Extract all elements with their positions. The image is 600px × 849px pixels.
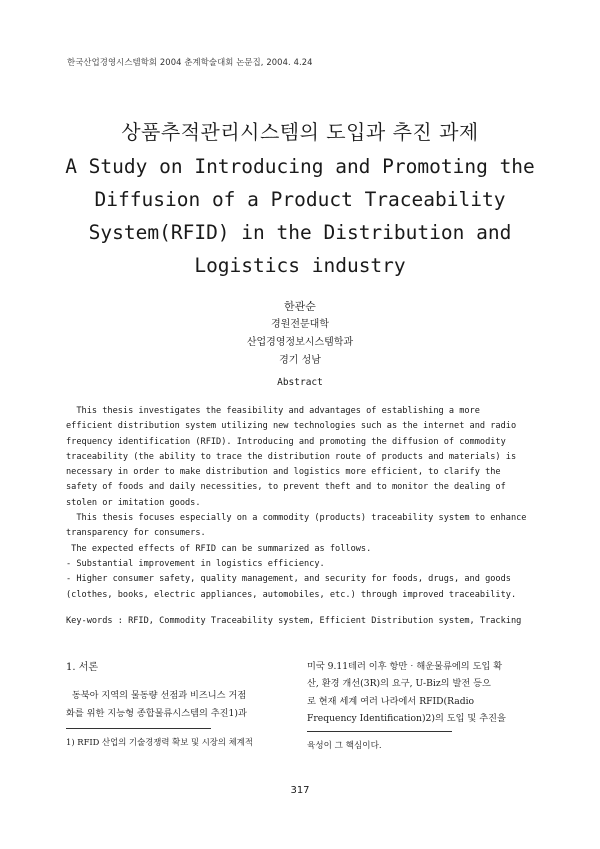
english-title [40, 150, 560, 282]
author-affiliation: 경원전문대학 [271, 319, 329, 330]
abstract-line: This thesis focuses especially on a commodity (products) traceability system to enhance [66, 513, 527, 524]
abstract-line: The expected effects of RFID can be summarized as follows. [66, 543, 372, 554]
english-title-line: Logistics industry [194, 254, 406, 277]
title-block [40, 118, 560, 282]
abstract-line: efficient distribution system utilizing new technologies such as the internet and radio [66, 421, 517, 432]
body-line: Frequency Identification)2)의 도입 및 추진을 [307, 712, 506, 724]
author-block [0, 297, 600, 370]
abstract-body [66, 404, 546, 603]
body-line: 동북아 지역의 물동량 선점과 비즈니스 거점 [66, 690, 247, 701]
body-line: 로 현재 세계 여러 나라에서 RFID(Radio [307, 695, 475, 707]
english-title-line: A Study on Introducing and Promoting the [65, 155, 535, 178]
abstract-line: (clothes, books, electric appliances, automobiles, etc.) through improved traceability. [66, 589, 517, 600]
footnote-divider [307, 731, 452, 732]
abstract-line: stolen or imitation goods. [66, 497, 201, 508]
body-right-column [307, 658, 533, 755]
journal-header: 한국산업경영시스템학회 2004 춘계학술대회 논문집, 2004. 4.24 [67, 57, 313, 67]
body-paragraph [66, 687, 292, 722]
author-name: 한관순 [284, 300, 316, 313]
abstract-line: frequency identification (RFID). Introducing and promoting the diffusion of commodity [66, 436, 506, 447]
english-title-line: System(RFID) in the Distribution and [88, 221, 512, 244]
abstract-line: traceability (the ability to trace the distribution route of products and materials) is [66, 451, 517, 462]
body-line: 화를 위한 지능형 종합물류시스템의 추진1)과 [66, 707, 247, 719]
keywords: Key-words : RFID, Commodity Traceability system, Efficient Distribution system, Tracking [66, 616, 522, 626]
section-title: 1. 서론 [66, 662, 99, 673]
abstract-heading: Abstract [277, 377, 323, 388]
korean-title: 상품추적관리시스템의 도입과 추진 과제 [121, 120, 479, 144]
footnote-continuation: 육성이 그 핵심이다. [307, 741, 382, 752]
body-line: 산, 환경 개선(3R)의 요구, U-Biz의 발전 등으 [307, 678, 491, 690]
abstract-line: - Higher consumer safety, quality management, and security for foods, drugs, and goods [66, 574, 511, 585]
footnote-divider [66, 728, 211, 729]
page-number: 317 [290, 785, 310, 796]
body-line: 미국 9.11테러 이후 항만‧해운물류에의 도입 확 [307, 661, 503, 672]
author-department: 산업경영정보시스템학과 [246, 337, 354, 348]
abstract-line: safety of foods and daily necessities, to prevent theft and to monitor the dealing of [66, 482, 506, 493]
abstract-line: necessary in order to make distribution and logistics more efficient, to clarify the [66, 467, 501, 478]
footnote: 1) RFID 산업의 기술경쟁력 확보 및 시장의 체계적 [66, 737, 253, 748]
english-title-line: Diffusion of a Product Traceability [94, 188, 506, 211]
author-location: 경기 성남 [279, 355, 321, 366]
abstract-line: transparency for consumers. [66, 528, 206, 539]
body-left-column [66, 658, 292, 749]
abstract-line: - Substantial improvement in logistics efficiency. [66, 558, 325, 569]
abstract-line: This thesis investigates the feasibility and advantages of establishing a more [66, 406, 480, 416]
